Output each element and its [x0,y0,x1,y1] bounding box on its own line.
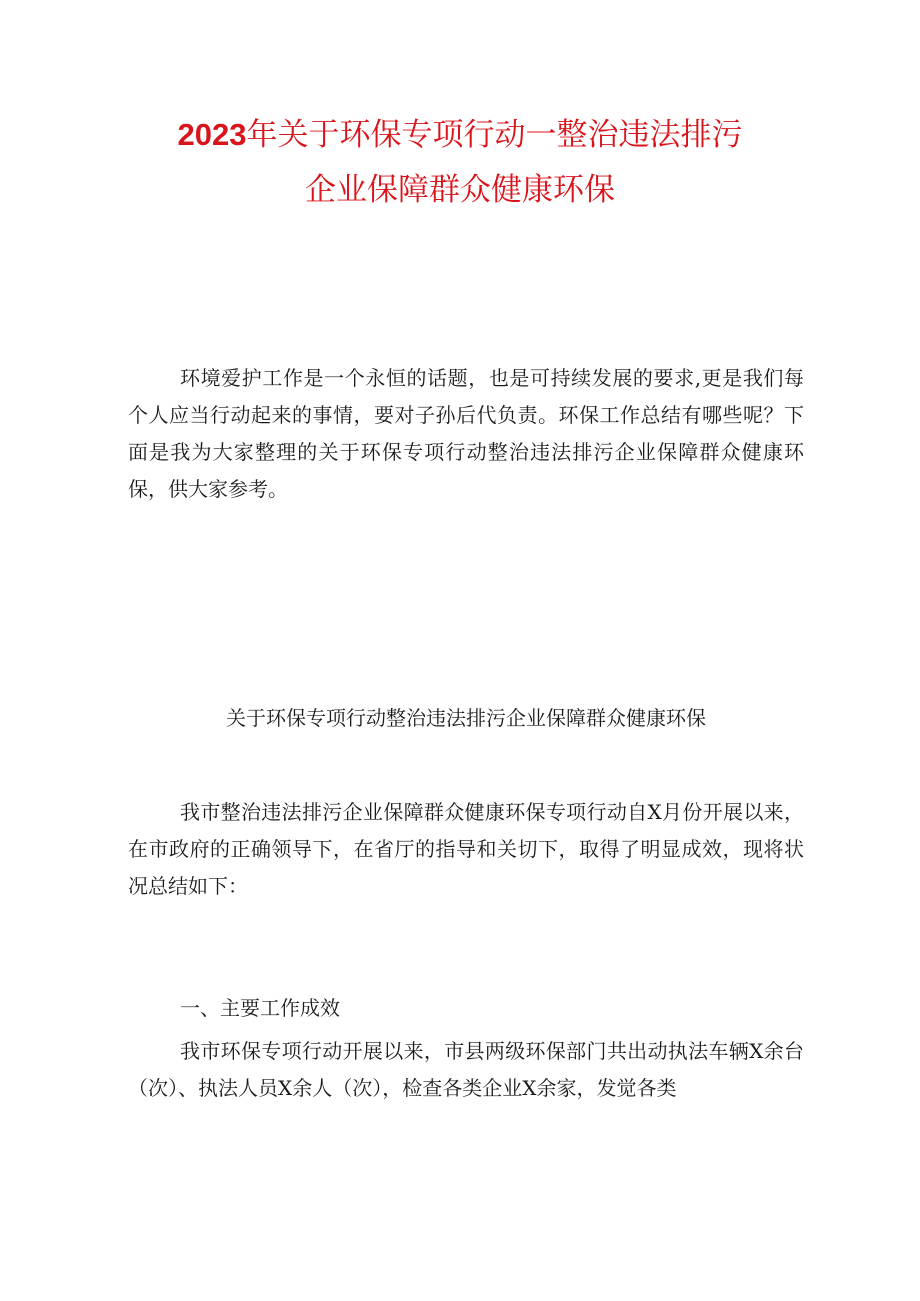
body-paragraph-1: 我市整治违法排污企业保障群众健康环保专项行动自X月份开展以来，在市政府的正确领导下，在省厅的指导和关切下，取得了明显成效，现将状况总结如下： [128,800,804,898]
body-paragraph-2: 我市环保专项行动开展以来，市县两级环保部门共出动执法车辆X余台（次）、执法人员X余人（次），检查各类企业X余家，发觉各类 [128,1039,804,1100]
document-title-line-2: 企业保障群众健康环保 [305,172,615,208]
intro-paragraph: 环境爱护工作是一个永恒的话题，也是可持续发展的要求,更是我们每个人应当行动起来的事情，要对子孙后代负责。环保工作总结有哪些呢？下面是我为大家整理的关于环保专项行动整治违法排污企业保障群众健康环保，供大家参考。 [128,366,804,501]
title-line-1-text: 年关于环保专项行动一整治违法排污 [246,117,743,153]
title-year: 2023 [177,117,247,152]
section-heading: 一、主要工作成效 [180,996,340,1020]
document-title-line-1 [0,115,920,155]
section-subtitle: 关于环保专项行动整治违法排污企业保障群众健康环保 [226,706,706,730]
